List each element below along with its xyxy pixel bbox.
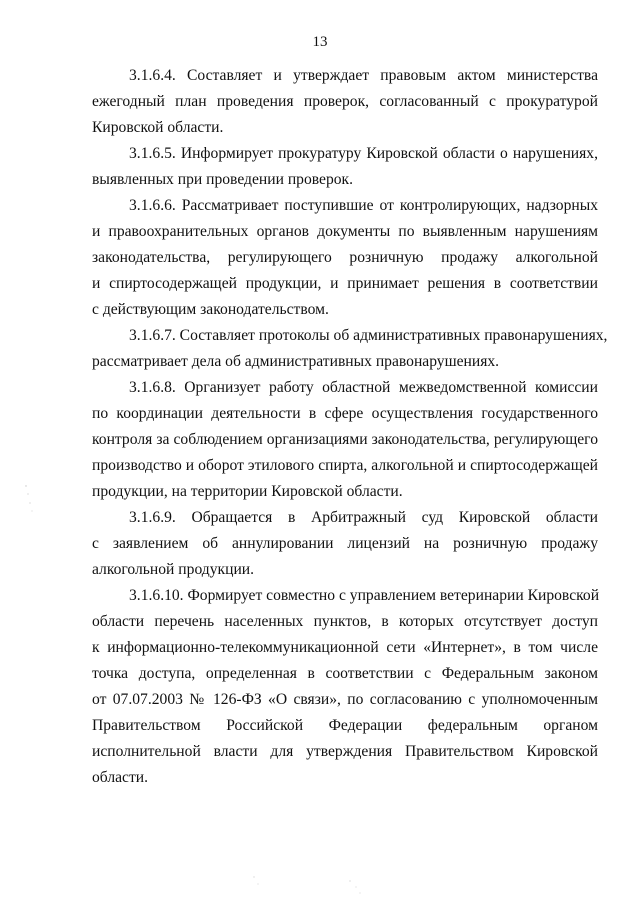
paragraph-line: Правительством Российской Федерации федеральным органом — [92, 717, 598, 734]
paragraph-line: исполнительной власти для утверждения Правительством Кировской — [92, 743, 598, 760]
paragraph-line: выявленных при проведении проверок. — [92, 171, 354, 188]
paragraph-line: области перечень населенных пунктов, в которых отсутствует доступ — [92, 613, 598, 630]
paragraph-line: 3.1.6.4. Составляет и утверждает правовым актом министерства — [129, 67, 598, 84]
paragraph-3-1-6-10 — [92, 583, 598, 791]
paragraph-line: 3.1.6.5. Информирует прокуратуру Кировской области о нарушениях, — [129, 145, 598, 162]
paragraph-line: законодательства, регулирующего розничную продажу алкогольной — [92, 249, 598, 266]
paragraph-3-1-6-6 — [92, 193, 598, 323]
paragraph-line: 3.1.6.9. Обращается в Арбитражный суд Кировской области — [129, 509, 598, 526]
paragraph-line: ежегодный план проведения проверок, согласованный с прокуратурой — [92, 93, 598, 110]
paragraph-line: Кировской области. — [92, 119, 224, 136]
paragraph-3-1-6-5 — [92, 141, 598, 193]
paragraph-line: 3.1.6.8. Организует работу областной межведомственной комиссии — [129, 379, 598, 396]
page-number: 13 — [312, 34, 328, 50]
paragraph-line: контроля за соблюдением организациями законодательства, регулирующего — [92, 431, 598, 448]
paragraph-line: и правоохранительных органов документы по выявленным нарушениям — [92, 223, 598, 240]
paragraph-line: производство и оборот этилового спирта, алкогольной и спиртосодержащей — [92, 457, 598, 474]
paragraph-line: точка доступа, определенная в соответствии с Федеральным законом — [92, 665, 598, 682]
paragraph-3-1-6-9 — [92, 505, 598, 583]
paragraph-line: с действующим законодательством. — [92, 301, 329, 318]
paragraph-line: от 07.07.2003 № 126-ФЗ «О связи», по согласованию с уполномоченным — [92, 691, 598, 708]
paragraph-3-1-6-4 — [92, 63, 598, 141]
paragraph-line: рассматривает дела об административных правонарушениях. — [92, 353, 500, 370]
paragraph-line: алкогольной продукции. — [92, 561, 255, 578]
paragraph-line: области. — [92, 769, 149, 786]
paragraph-line: по координации деятельности в сфере осуществления государственного — [92, 405, 598, 422]
paragraph-3-1-6-8 — [92, 375, 598, 505]
paragraph-line: 3.1.6.7. Составляет протоколы об административных правонарушениях, — [129, 327, 608, 344]
paragraph-line: продукции, на территории Кировской области. — [92, 483, 403, 500]
paragraph-line: и спиртосодержащей продукции, и принимает решения в соответствии — [92, 275, 598, 292]
paragraph-line: 3.1.6.10. Формирует совместно с управлением ветеринарии Кировской — [129, 587, 600, 604]
paragraph-line: к информационно-телекоммуникационной сети «Интернет», в том числе — [92, 639, 598, 656]
paragraph-line: с заявлением об аннулировании лицензий на розничную продажу — [92, 535, 598, 552]
paragraph-line: 3.1.6.6. Рассматривает поступившие от контролирующих, надзорных — [129, 197, 598, 214]
document-body — [92, 63, 608, 791]
paragraph-3-1-6-7 — [92, 323, 608, 375]
